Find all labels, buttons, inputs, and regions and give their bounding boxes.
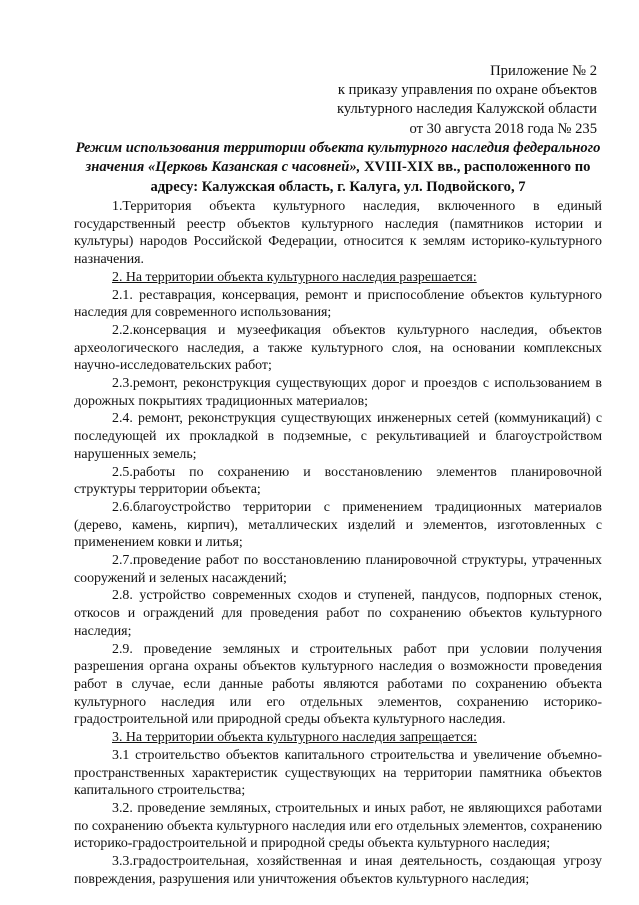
paragraph-3-1: 3.1 строительство объектов капитального строительства и увеличение объемно-пространственных характеристик существующих на территории памятника объектов капитального строительства; [74, 747, 602, 799]
paragraph-2-4: 2.4. ремонт, реконструкция существующих инженерных сетей (коммуникаций) с последующей их прокладкой в подземные, с рекультивацией и благоустройством нарушенных земель; [74, 411, 602, 462]
appendix-order-ref: к приказу управления по охране объектов [337, 82, 597, 99]
appendix-header [337, 62, 597, 139]
document-title [74, 139, 602, 197]
paragraph-2-1: 2.1. реставрация, консервация, ремонт и приспособление объектов культурного наследия для современного использования; [74, 287, 602, 321]
paragraph-3-2: 3.2. проведение земляных, строительных и иных работ, не являющихся работами по сохранению объекта культурного наследия или его отдельных элементов, сохранению историко-градостроительной и природной среды объекта культурного наследия; [74, 800, 602, 852]
document-body [74, 198, 602, 888]
paragraph-2-9: 2.9. проведение земляных и строительных работ при условии получения разрешения органа охраны объектов культурного наследия о возможности проведения работ в случае, если данные работы являются работами по сохранению объекта культурного наследия или его отдельных элементов, сохранению историко-градостроительной или природной среды объекта культурного наследия. [74, 641, 602, 728]
paragraph-1: 1.Территория объекта культурного наследия, включенного в единый государственный реестр объектов культурного наследия (памятников истории и культуры) народов Российской Федерации, относится к землям историко-культурного назначения. [74, 199, 602, 268]
section-heading-forbidden-text: 3. На территории объекта культурного наследия запрещается: [112, 730, 477, 746]
paragraph-2-2: 2.2.консервация и музеефикация объектов культурного наследия, объектов археологического наследия, а также культурного слоя, на основании комплексных научно-исследовательских работ; [74, 322, 602, 374]
appendix-authority: культурного наследия Калужской области [336, 101, 597, 118]
section-heading-allowed [74, 269, 602, 287]
paragraph-2-3: 2.3.ремонт, реконструкция существующих дорог и проездов с использованием в дорожных покрытиях традиционных материалов; [74, 376, 602, 409]
paragraph-2-5: 2.5.работы по сохранению и восстановлению элементов планировочной структуры территории объекта; [74, 464, 602, 498]
paragraph-2-6: 2.6.благоустройство территории с применением традиционных материалов (дерево, камень, кирпич), металлических изделий и элементов, изготовленных с применением ковки и литья; [74, 499, 602, 551]
appendix-date: от 30 августа 2018 года № 235 [409, 120, 597, 137]
section-heading-forbidden [74, 729, 602, 747]
appendix-number: Приложение № 2 [490, 63, 597, 79]
title-part-italic: Режим использования территории объекта культурного наследия федерального значения «Церковь Казанская с часовней», [75, 140, 601, 176]
paragraph-3-3: 3.3.градостроительная, хозяйственная и иная деятельность, создающая угрозу повреждения, разрушения или уничтожения объектов культурного наследия; [74, 854, 602, 887]
title-part-plain: XVIII-XIX вв., расположенного по адресу: Калужская область, г. Калуга, ул. Подвойского, 7 [150, 159, 591, 195]
section-heading-allowed-text: 2. На территории объекта культурного наследия разрешается: [112, 269, 477, 285]
paragraph-2-7: 2.7.проведение работ по восстановлению планировочной структуры, утраченных сооружений и зеленых насаждений; [74, 553, 602, 586]
paragraph-2-8: 2.8. устройство современных сходов и ступеней, пандусов, подпорных стенок, откосов и ограждений для проведения работ по сохранению объектов культурного наследия; [74, 588, 602, 639]
